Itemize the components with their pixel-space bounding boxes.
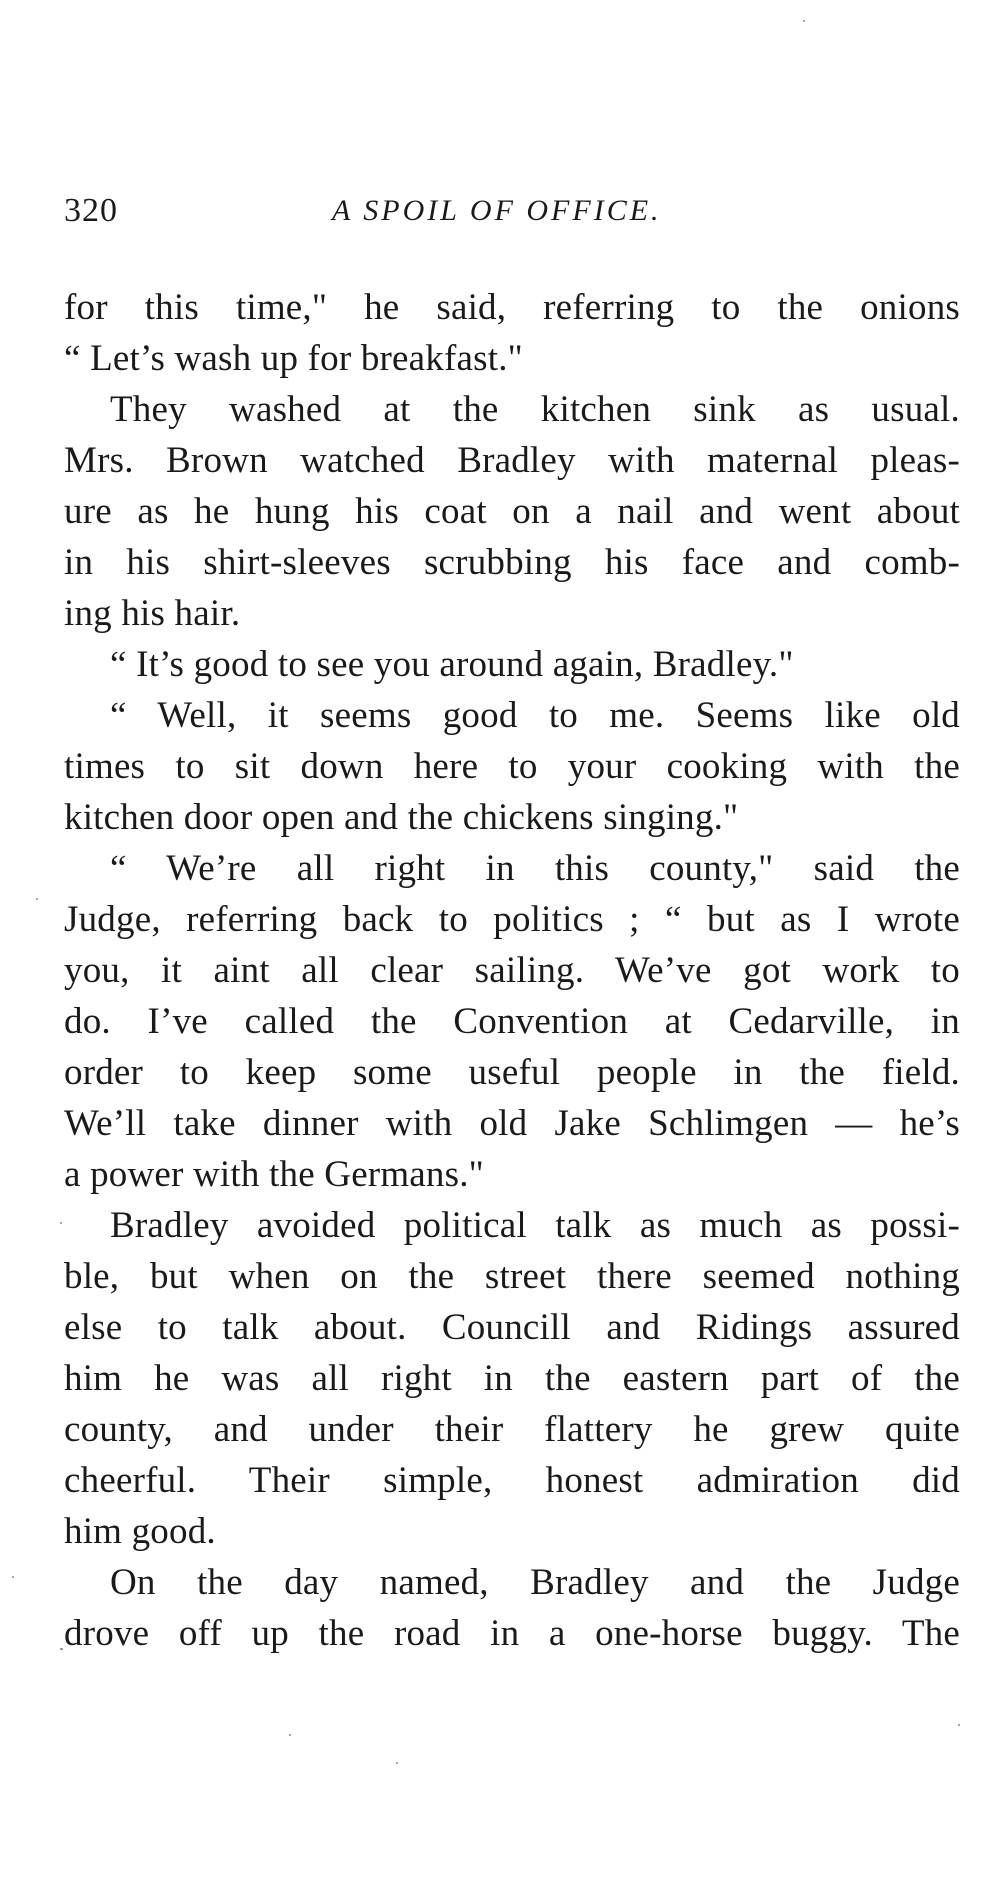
text-line: times to sit down here to your cooking with the: [64, 746, 960, 787]
text-line: Judge, referring back to politics ; “ but as I wrote: [64, 899, 960, 940]
text-line: “ Let’s wash up for breakfast.": [64, 338, 523, 379]
text-line: Bradley avoided political talk as much as possi-: [110, 1205, 960, 1246]
text-line: “ We’re all right in this county," said the: [110, 848, 960, 889]
text-line: “ It’s good to see you around again, Bradley.": [110, 644, 794, 685]
scan-speck: [803, 20, 805, 22]
scan-speck: [36, 898, 38, 900]
text-line: you, it aint all clear sailing. We’ve got work to: [64, 950, 960, 991]
text-line: him good.: [64, 1511, 216, 1552]
page-header: [64, 192, 960, 242]
text-line: do. I’ve called the Convention at Cedarville, in: [64, 1001, 960, 1042]
text-line: We’ll take dinner with old Jake Schlimgen — he’s: [64, 1103, 960, 1144]
text-line: ing his hair.: [64, 593, 241, 634]
scan-speck: [60, 1222, 62, 1224]
text-line: else to talk about. Councill and Ridings assured: [64, 1307, 960, 1348]
text-line: ure as he hung his coat on a nail and went about: [64, 491, 960, 532]
text-line: “ Well, it seems good to me. Seems like old: [110, 695, 960, 736]
text-line: drove off up the road in a one-horse buggy. The: [64, 1613, 960, 1654]
text-line: for this time," he said, referring to the onions: [64, 287, 960, 328]
text-line: cheerful. Their simple, honest admiration did: [64, 1460, 960, 1501]
scan-speck: [12, 1576, 14, 1578]
scan-speck: [958, 1724, 960, 1726]
running-title: A SPOIL OF OFFICE.: [332, 194, 662, 227]
text-line: order to keep some useful people in the field.: [64, 1052, 960, 1093]
scan-speck: [289, 1734, 291, 1736]
text-line: county, and under their flattery he grew quite: [64, 1409, 960, 1450]
text-line: kitchen door open and the chickens singing.": [64, 797, 739, 838]
text-line: ble, but when on the street there seemed nothing: [64, 1256, 960, 1297]
text-line: On the day named, Bradley and the Judge: [110, 1562, 960, 1603]
page-number: 320: [64, 192, 118, 229]
text-line: Mrs. Brown watched Bradley with maternal pleas-: [64, 440, 960, 481]
scan-speck: [60, 1648, 63, 1650]
text-line: in his shirt-sleeves scrubbing his face and comb-: [64, 542, 960, 583]
scan-speck: [396, 1762, 398, 1764]
text-line: a power with the Germans.": [64, 1154, 484, 1195]
body-text: [64, 282, 960, 1659]
text-line: him he was all right in the eastern part of the: [64, 1358, 960, 1399]
text-line: They washed at the kitchen sink as usual.: [110, 389, 960, 430]
